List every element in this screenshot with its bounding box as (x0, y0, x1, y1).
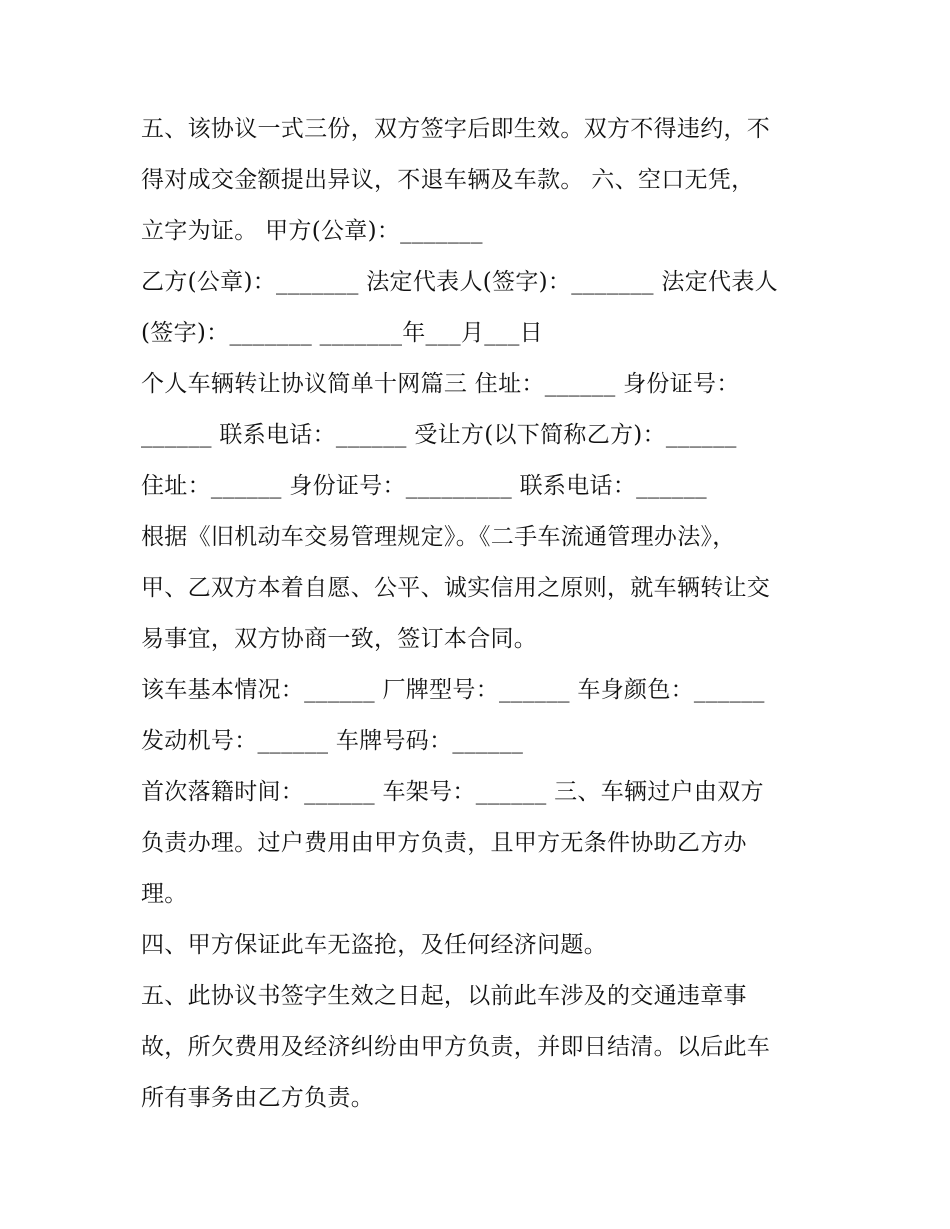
text-line: 故，所欠费用及经济纠纷由甲方负责，并即日结清。以后此车 (141, 1034, 771, 1060)
text-line: 五、该协议一式三份，双方签字后即生效。双方不得违约，不 (141, 116, 771, 142)
text-line: 首次落籍时间：______ 车架号：______ 三、车辆过户由双方 (141, 779, 764, 805)
text-line: 所有事务由乙方负责。 (141, 1085, 374, 1111)
text-line: 该车基本情况：______ 厂牌型号：______ 车身颜色：______ (141, 677, 765, 703)
text-line: 发动机号：______ 车牌号码：______ (141, 728, 524, 754)
text-line: (签字)：_______ _______年___月___日 (141, 320, 543, 346)
text-line: 易事宜，双方协商一致，签订本合同。 (141, 626, 538, 652)
text-line: 得对成交金额提出异议，不退车辆及车款。 六、空口无凭， (141, 167, 755, 193)
text-line: 根据《旧机动车交易管理规定》。《二手车流通管理办法》， (141, 524, 736, 550)
text-line: 立字为证。 甲方(公章)：_______ (141, 218, 483, 244)
text-line: 四、甲方保证此车无盗抢，及任何经济问题。 (141, 932, 607, 958)
text-line: 住址：______ 身份证号：_________ 联系电话：______ (141, 473, 707, 499)
text-line: 负责办理。过户费用由甲方负责，且甲方无条件协助乙方办 (141, 830, 747, 856)
document-body (141, 104, 821, 1124)
text-line: 五、此协议书签字生效之日起，以前此车涉及的交通违章事 (141, 983, 747, 1009)
text-line: 个人车辆转让协议简单十网篇三 住址：______ 身份证号： (141, 371, 740, 397)
text-line: 理。 (141, 881, 188, 907)
text-line: 甲、乙双方本着自愿、公平、诚实信用之原则，就车辆转让交 (141, 575, 771, 601)
text-line: ______ 联系电话：______ 受让方(以下简称乙方)：______ (141, 422, 737, 448)
text-line: 乙方(公章)：_______ 法定代表人(签字)：_______ 法定代表人 (141, 269, 778, 295)
